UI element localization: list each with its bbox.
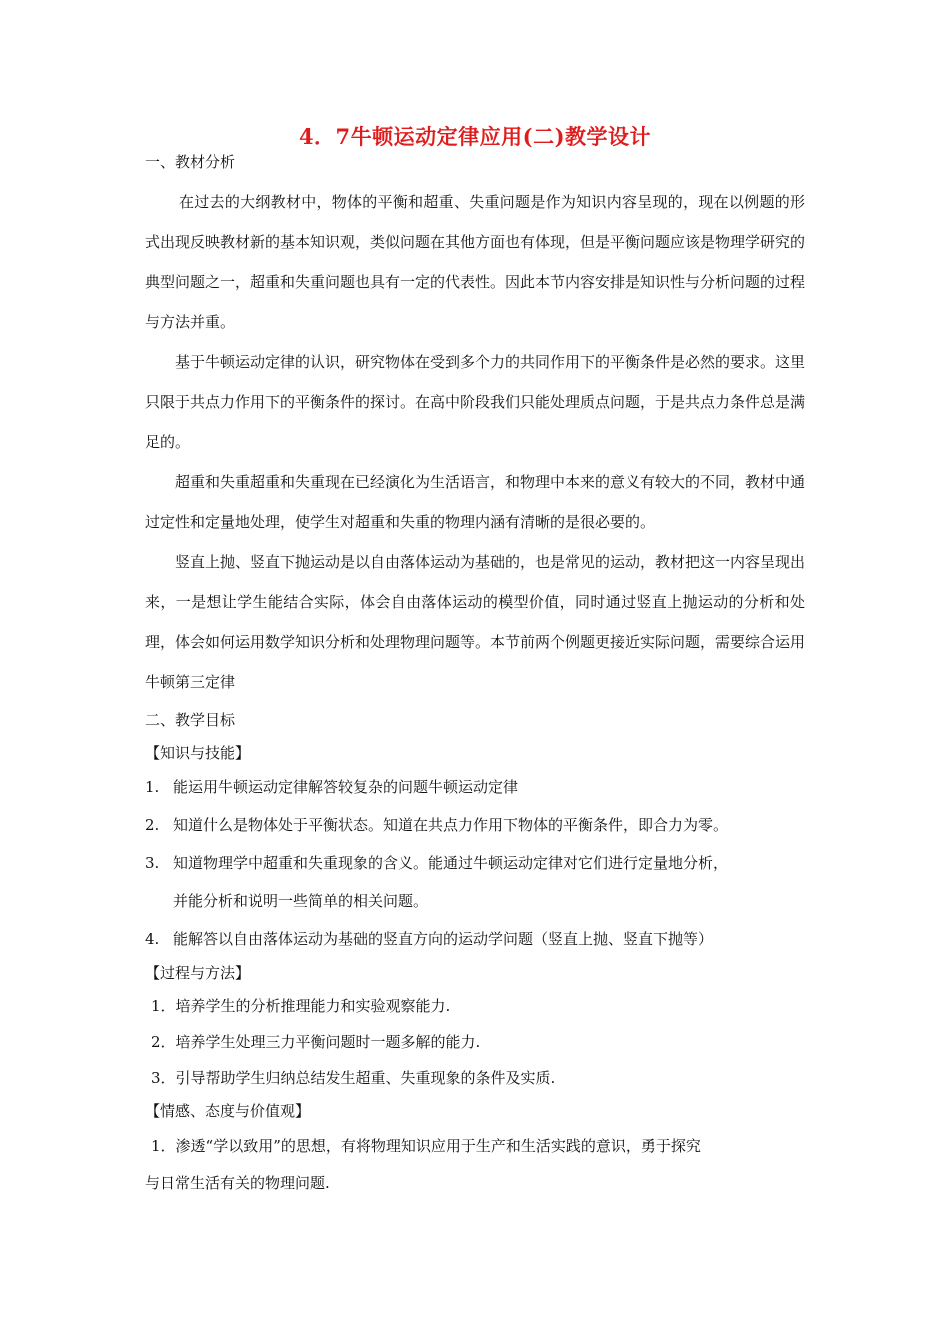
section-heading-teaching-goals: 二、教学目标 bbox=[145, 711, 236, 729]
paragraph: 基于牛顿运动定律的认识，研究物体在受到多个力的共同作用下的平衡条件是必然的要求。这里只限于共点力作用下的平衡条件的探讨。在高中阶段我们只能处理质点问题，于是共点力条件总是满足的。 bbox=[145, 353, 806, 451]
list-number: 3. bbox=[145, 854, 160, 872]
list-text: 能运用牛顿运动定律解答较复杂的问题牛顿运动定律 bbox=[173, 778, 519, 796]
page-title: 4．7牛顿运动定律应用(二)教学设计 bbox=[298, 124, 652, 149]
subheading-knowledge-skills: 【知识与技能】 bbox=[145, 744, 251, 762]
list-item bbox=[145, 806, 805, 844]
list-item-continuation: 并能分析和说明一些简单的相关问题。 bbox=[173, 892, 429, 910]
list-item bbox=[145, 768, 805, 806]
paragraph: 超重和失重超重和失重现在已经演化为生活语言，和物理中本来的意义有较大的不同，教材中通过定性和定量地处理，使学生对超重和失重的物理内涵有清晰的是很必要的。 bbox=[145, 473, 806, 531]
section-heading-material-analysis: 一、教材分析 bbox=[145, 153, 236, 171]
list-item: 3．引导帮助学生归纳总结发生超重、失重现象的条件及实质. bbox=[151, 1069, 556, 1087]
list-number: 1. bbox=[145, 778, 160, 796]
list-number: 4. bbox=[145, 930, 160, 948]
list-text: 知道物理学中超重和失重现象的含义。能通过牛顿运动定律对它们进行定量地分析， bbox=[173, 854, 729, 872]
list-item: 1．培养学生的分析推理能力和实验观察能力. bbox=[151, 997, 451, 1015]
list-item: 2．培养学生处理三力平衡问题时一题多解的能力. bbox=[151, 1033, 481, 1051]
document-body bbox=[145, 148, 805, 1200]
list-item: 1．渗透“学以致用”的思想，有将物理知识应用于生产和生活实践的意识，勇于探究 bbox=[151, 1137, 701, 1155]
paragraph: 竖直上抛、竖直下抛运动是以自由落体运动为基础的，也是常见的运动，教材把这一内容呈现出来，一是想让学生能结合实际，体会自由落体运动的模型价值，同时通过竖直上抛运动的分析和处理，体会如何运用数学知识分析和处理物理问题等。本节前两个例题更接近实际问题，需要综合运用牛顿第三定律 bbox=[145, 553, 806, 691]
list-item-continuation: 与日常生活有关的物理问题. bbox=[145, 1174, 330, 1192]
paragraph: 在过去的大纲教材中，物体的平衡和超重、失重问题是作为知识内容呈现的，现在以例题的形式出现反映教材新的基本知识观，类似问题在其他方面也有体现，但是平衡问题应该是物理学研究的典型问题之一，超重和失重问题也具有一定的代表性。因此本节内容安排是知识性与分析问题的过程与方法并重。 bbox=[145, 193, 806, 331]
list-item bbox=[145, 920, 805, 958]
subheading-process-methods: 【过程与方法】 bbox=[145, 964, 251, 982]
subheading-emotion-values: 【情感、态度与价值观】 bbox=[145, 1102, 311, 1120]
list-number: 2. bbox=[145, 816, 160, 834]
list-item bbox=[145, 844, 805, 882]
list-text: 能解答以自由落体运动为基础的竖直方向的运动学问题（竖直上抛、竖直下抛等） bbox=[173, 930, 714, 948]
list-text: 知道什么是物体处于平衡状态。知道在共点力作用下物体的平衡条件，即合力为零。 bbox=[173, 816, 729, 834]
